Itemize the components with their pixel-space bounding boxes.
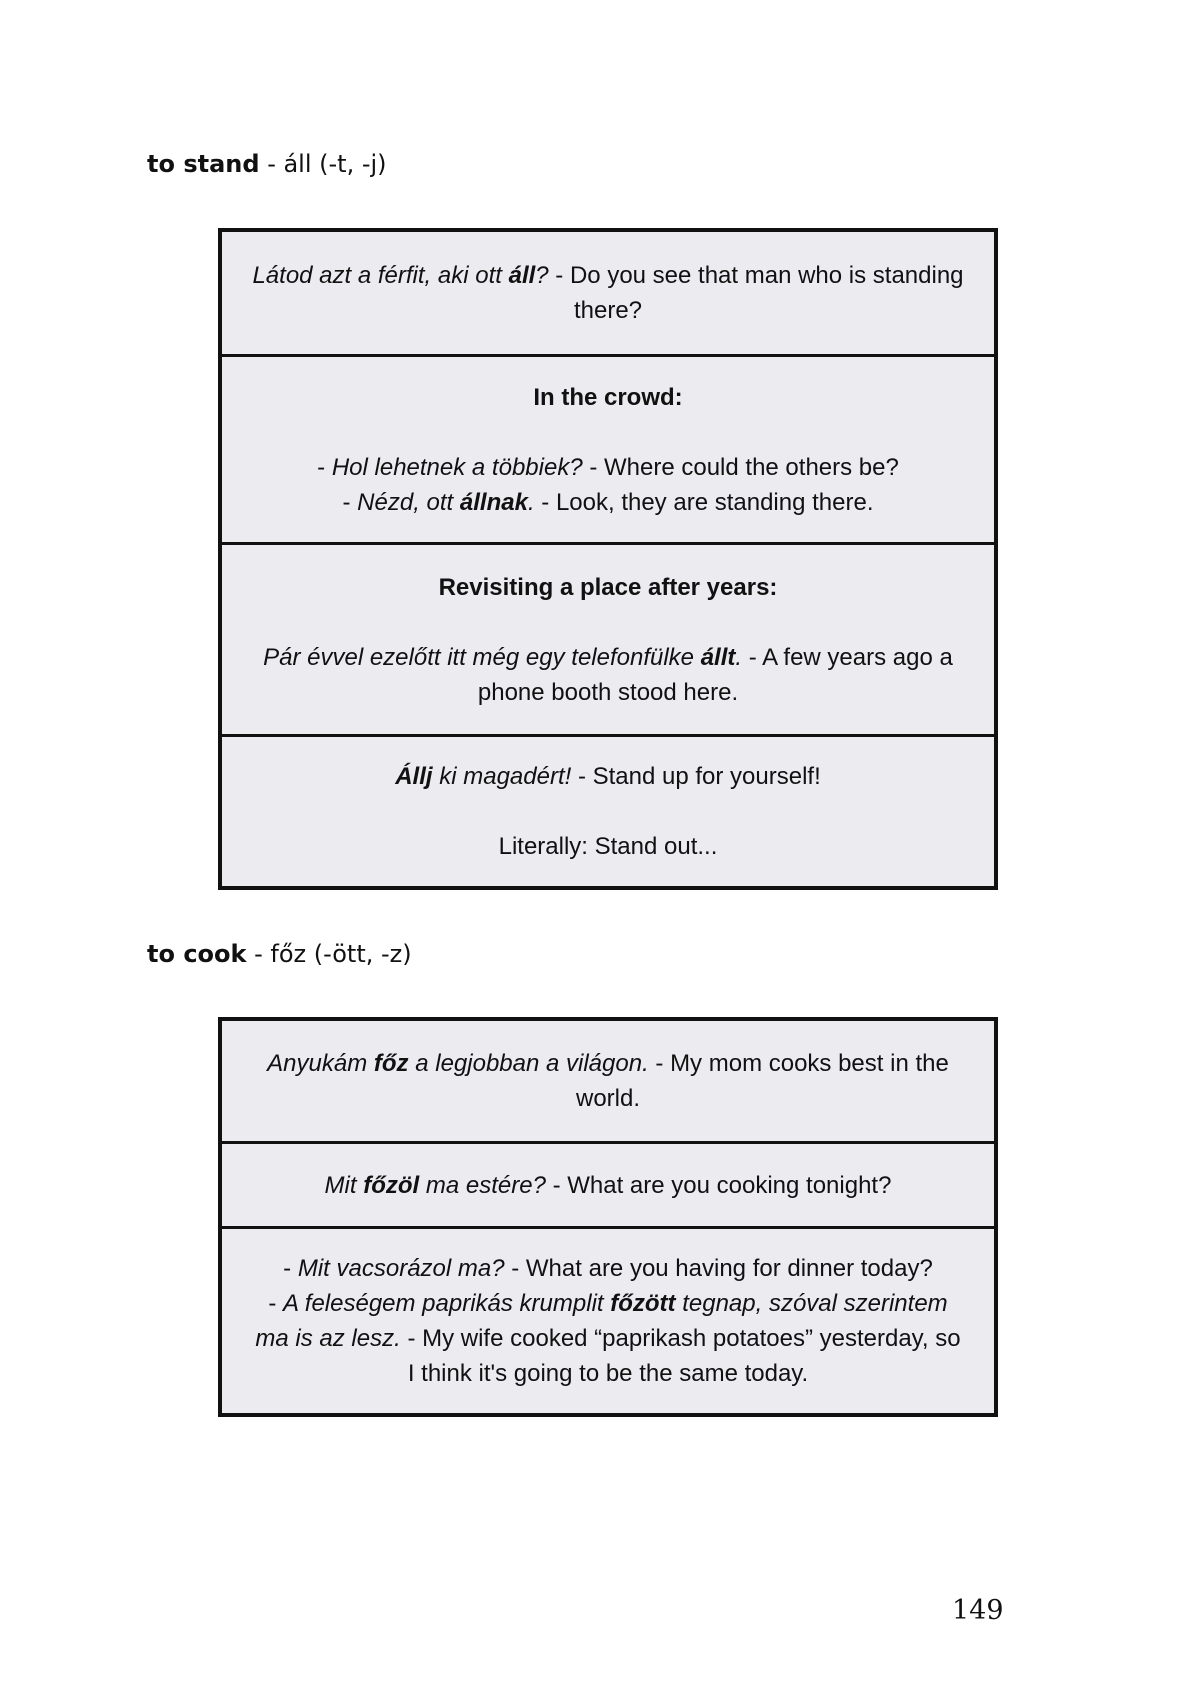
example-row (222, 542, 994, 734)
example-row (222, 354, 994, 542)
verb-hungarian: - főz (-ött, -z) (254, 940, 412, 968)
example-sentence: Pár évvel ezelőtt itt még egy telefonfülke állt. - A few years ago a phone booth stood here. (263, 643, 953, 706)
example-sentence: Anyukám főz a legjobban a világon. - My mom cooks best in the world. (267, 1050, 949, 1112)
context-title: In the crowd: (533, 383, 683, 411)
example-sentence: - Mit vacsorázol ma? - What are you having for dinner today? (283, 1255, 933, 1282)
example-sentence: Mit főzöl ma estére? - What are you cooking tonight? (324, 1171, 892, 1199)
verb-english: to stand (147, 150, 260, 178)
example-sentence: - Hol lehetnek a többiek? - Where could the others be? (317, 453, 899, 481)
example-sentence: - Nézd, ott állnak. - Look, they are standing there. (342, 488, 874, 516)
verb-heading-cook (147, 940, 412, 968)
example-row (222, 232, 994, 354)
example-row (222, 1021, 994, 1141)
verb-english: to cook (147, 940, 247, 968)
example-sentence: Látod azt a férfit, aki ott áll? - Do you see that man who is standing there? (252, 262, 964, 324)
example-row (222, 1226, 994, 1413)
literal-note: Literally: Stand out... (498, 833, 718, 860)
example-table-cook (218, 1017, 998, 1417)
example-row (222, 1141, 994, 1226)
verb-hungarian: - áll (-t, -j) (267, 150, 387, 178)
example-table-stand (218, 228, 998, 890)
page-number: 149 (952, 1595, 1004, 1626)
example-sentence: - A feleségem paprikás krumplit főzött tegnap, szóval szerintem ma is az lesz. - My wife cooked “paprikash potatoes” yesterday, so I think it's going to be the same today. (255, 1290, 961, 1387)
example-row (222, 734, 994, 886)
context-title: Revisiting a place after years: (438, 573, 778, 601)
example-sentence: Állj ki magadért! - Stand up for yourself! (395, 763, 821, 790)
verb-heading-stand (147, 150, 387, 178)
